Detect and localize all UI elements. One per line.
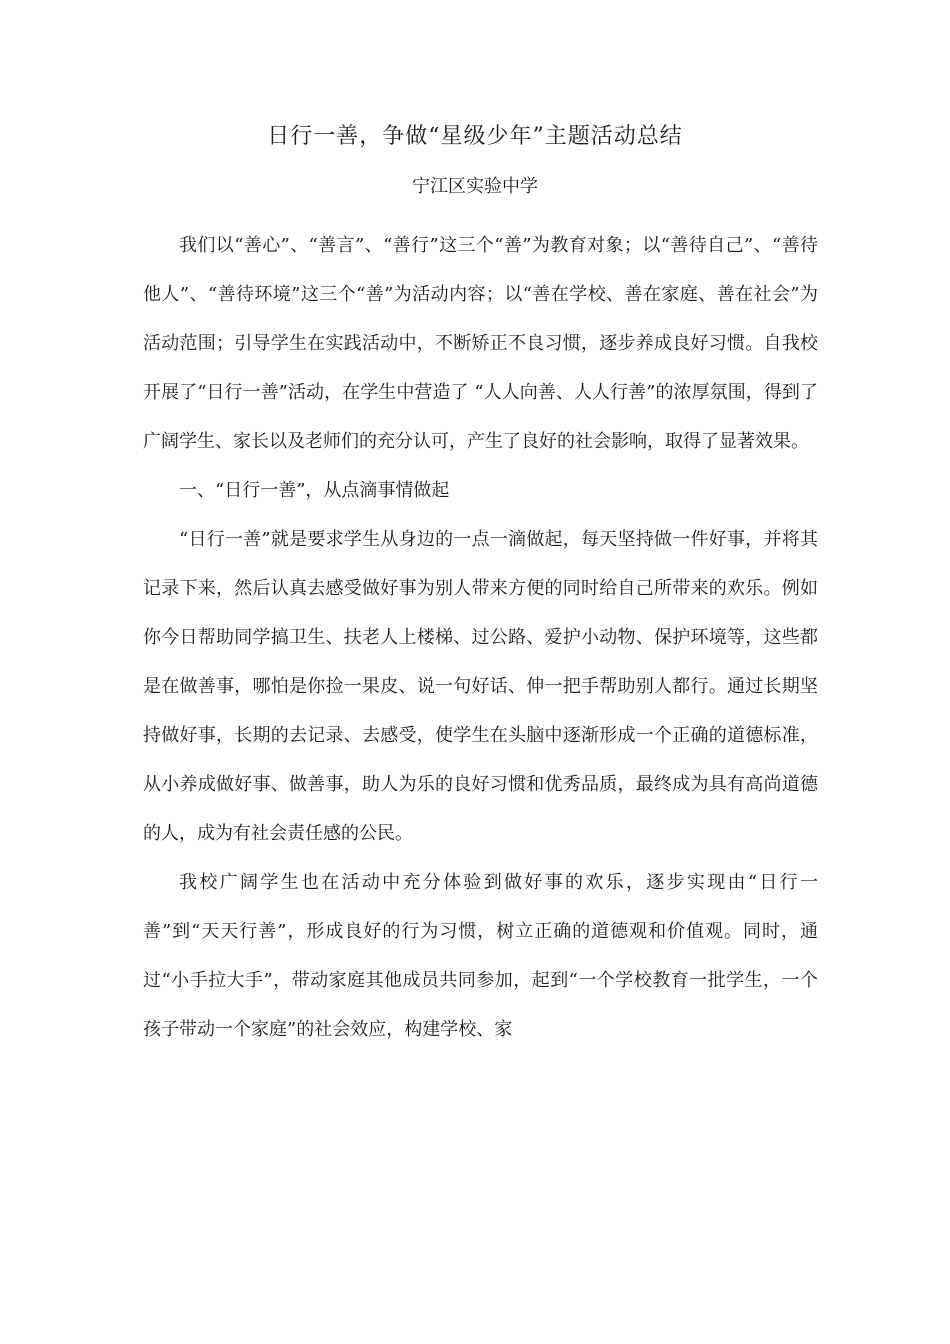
- paragraph-section-1-continued: 我校广阔学生也在活动中充分体验到做好事的欢乐，逐步实现由“日行一善”到“天天行善”，形成良好的行为习惯，树立正确的道德观和价值观。同时，通过“小手拉大手”，带动家庭其他成员共同参加，起到“一个学校教育一批学生，一个孩子带动一个家庭”的社会效应，构建学校、家: [143, 872, 818, 1040]
- paragraph-section-1: “日行一善”就是要求学生从身边的一点一滴做起，每天坚持做一件好事，并将其记录下来，然后认真去感受做好事为别人带来方便的同时给自己所带来的欢乐。例如你今日帮助同学搞卫生、扶老人上楼梯、过公路、爱护小动物、保护环境等，这些都是在做善事，哪怕是你捡一果皮、说一句好话、伸一把手帮助别人都行。通过长期坚持做好事，长期的去记录、去感受，使学生在头脑中逐渐形成一个正确的道德标准，从小养成做好事、做善事，助人为乐的良好习惯和优秀品质，最终成为具有高尚道德的人，成为有社会责任感的公民。: [143, 529, 818, 844]
- document-body: [143, 221, 818, 1054]
- paragraph-intro: 我们以“善心”、“善言”、“善行”这三个“善”为教育对象；以“善待自己”、“善待他人”、“善待环境”这三个“善”为活动内容；以“善在学校、善在家庭、善在社会”为活动范围；引导学生在实践活动中，不断矫正不良习惯，逐步养成良好习惯。自我校开展了“日行一善”活动，在学生中营造了 “人人向善、人人行善”的浓厚氛围，得到了广阔学生、家长以及老师们的充分认可，产生了良好的社会影响，取得了显著效果。: [143, 235, 818, 452]
- section-heading-1: 一、“日行一善”，从点滴事情做起: [179, 480, 450, 501]
- document-title: 日行一善，争做“星级少年”主题活动总结: [267, 124, 683, 149]
- document-author: 宁江区实验中学: [412, 176, 538, 197]
